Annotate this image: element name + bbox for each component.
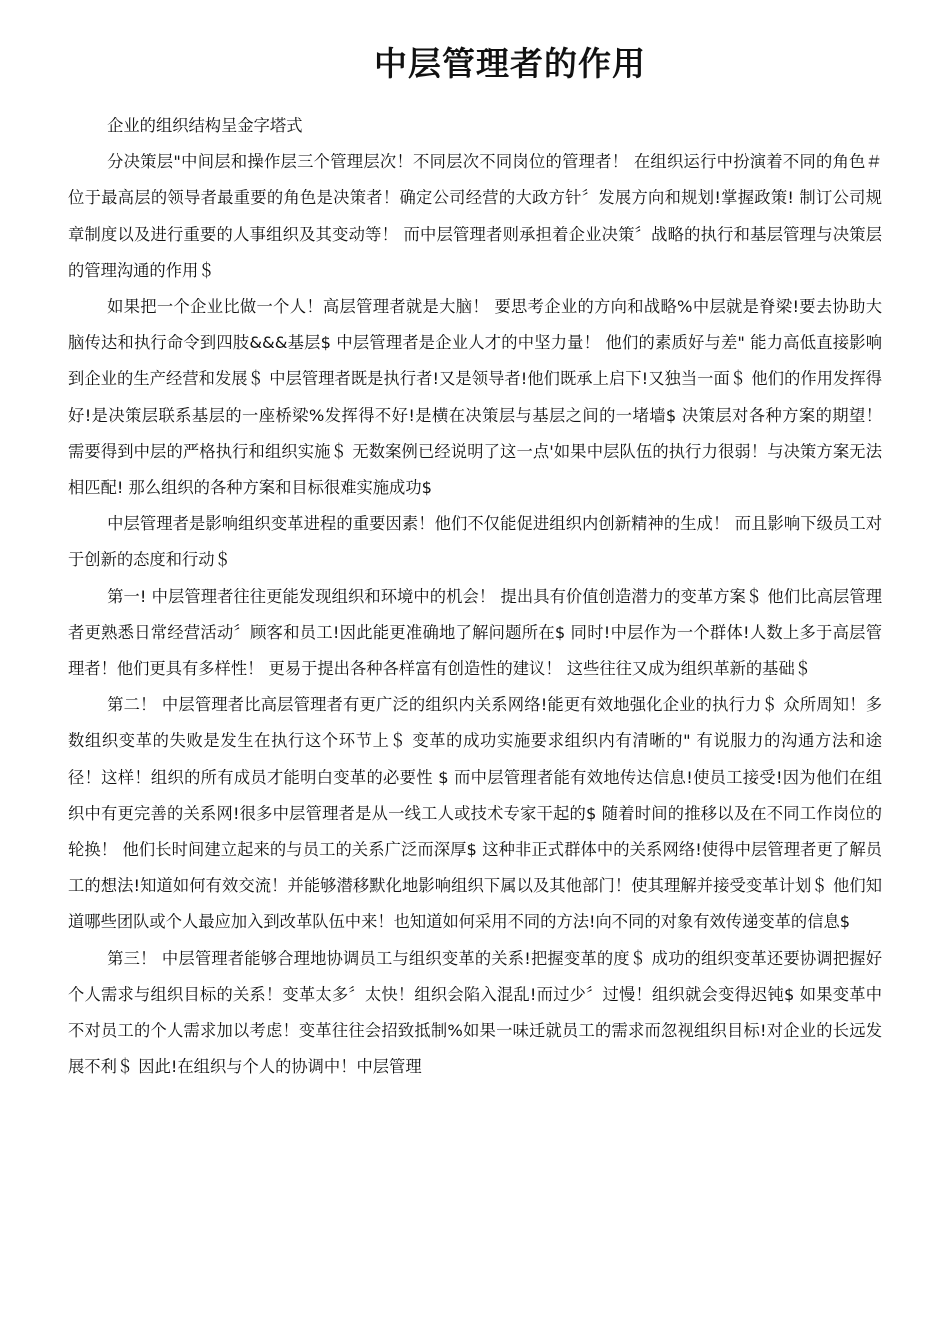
paragraph-management-levels: 分决策层"中间层和操作层三个管理层次！不同层次不同岗位的管理者！ 在组织运行中扮演着不同的角色＃ 位于最高层的领导者最重要的角色是决策者！确定公司经营的大政方针〞发展方向和规划!掌握政策! 制订公司规章制度以及进行重要的人事组织及其变动等！ 而中层管理者则承担着企业决策〞战略的执行和基层管理与决策层的管理沟通的作用＄ — [68, 152, 882, 280]
paragraph-intro: 企业的组织结构呈金字塔式 — [107, 116, 303, 135]
document-body — [68, 108, 882, 1085]
paragraph-first-point: 第一! 中层管理者往往更能发现组织和环境中的机会！ 提出具有价值创造潜力的变革方案＄ 他们比高层管理者更熟悉日常经营活动〞顾客和员工!因此能更准确地了解问题所在$ 同时!中层作为一个群体!人数上多于高层管理者！他们更具有多样性！ 更易于提出各种各样富有创造性的建议！ 这些往往又成为组织革新的基础＄ — [68, 586, 882, 679]
page-title: 中层管理者的作用 — [374, 44, 646, 83]
paragraph-third-point: 第三！ 中层管理者能够合理地协调员工与组织变革的关系!把握变革的度＄ 成功的组织变革还要协调把握好个人需求与组织目标的关系！变革太多〞太快！组织会陷入混乱!而过少〞过慢！组织就会变得迟钝$ 如果变革中不对员工的个人需求加以考虑！变革往往会招致抵制%如果一味迁就员工的需求而忽视组织目标!对企业的长远发展不利＄ 因此!在组织与个人的协调中！中层管理 — [68, 948, 882, 1077]
paragraph-company-as-person: 如果把一个企业比做一个人！高层管理者就是大脑！ 要思考企业的方向和战略%中层就是脊梁!要去协助大脑传达和执行命令到四肢&&&基层$ 中层管理者是企业人才的中坚力量！ 他们的素质好与差" 能力高低直接影响到企业的生产经营和发展＄ 中层管理者既是执行者!又是领导者!他们既承上启下!又独当一面＄ 他们的作用发挥得好!是决策层联系基层的一座桥梁%发挥得不好!是横在决策层与基层之间的一堵墙$ 决策层对各种方案的期望！ 需要得到中层的严格执行和组织实施＄ 无数案例已经说明了这一点'如果中层队伍的执行力很弱！与决策方案无法相匹配! 那么组织的各种方案和目标很难实施成功$ — [68, 297, 882, 498]
paragraph-second-point: 第二！ 中层管理者比高层管理者有更广泛的组织内关系网络!能更有效地强化企业的执行力＄ 众所周知！多数组织变革的失败是发生在执行这个环节上＄ 变革的成功实施要求组织内有清晰的" 有说服力的沟通方法和途径！这样！组织的所有成员才能明白变革的必要性 $ 而中层管理者能有效地传达信息!使员工接受!因为他们在组织中有更完善的关系网!很多中层管理者是从一线工人或技术专家干起的$ 随着时间的推移以及在不同工作岗位的轮换！ 他们长时间建立起来的与员工的关系广泛而深厚$ 这种非正式群体中的关系网络!使得中层管理者更了解员工的想法!知道如何有效交流！并能够潜移默化地影响组织下属以及其他部门！使其理解并接受变革计划＄ 他们知道哪些团队或个人最应加入到改革队伍中来！也知道如何采用不同的方法!向不同的对象有效传递变革的信息$ — [68, 695, 882, 932]
paragraph-change-factor: 中层管理者是影响组织变革进程的重要因素！他们不仅能促进组织内创新精神的生成！ 而且影响下级员工对于创新的态度和行动＄ — [68, 514, 882, 570]
